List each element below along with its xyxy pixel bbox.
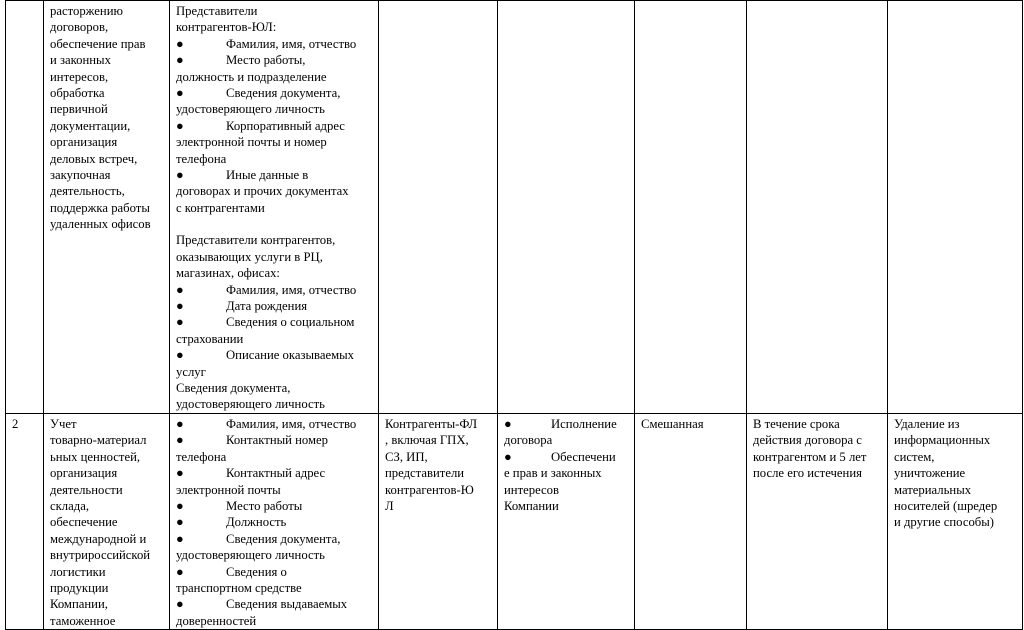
bullet-icon: ● xyxy=(504,417,512,431)
purpose-text-line: логистики xyxy=(50,564,106,579)
row1-method-cell xyxy=(635,1,747,414)
bullet-icon: ● xyxy=(176,53,184,68)
purpose-text-line: ьных ценностей, xyxy=(50,449,141,464)
bullet-icon: ● xyxy=(176,168,184,183)
purpose-text-line: таможенное xyxy=(50,613,116,628)
group-title-line: магазинах, офисах: xyxy=(176,266,280,281)
bullet-icon: ● xyxy=(176,417,184,431)
list-item-text: Контактный адрес xyxy=(226,466,326,481)
purpose-text-line: документации, xyxy=(50,118,131,133)
list-item-continuation: интересов xyxy=(504,482,560,497)
bullet-icon: ● xyxy=(176,466,184,481)
list-item-text: Сведения о социальном xyxy=(226,315,355,330)
list-item-text: Контактный номер xyxy=(226,433,329,448)
bullet-icon: ● xyxy=(504,449,512,464)
list-item xyxy=(504,416,630,432)
retention-text-line: контрагентом и 5 лет xyxy=(753,449,867,464)
purpose-text-line: деловых встреч, xyxy=(50,151,138,166)
list-item-text: Должность xyxy=(226,515,287,530)
list-item-continuation: электронной почты xyxy=(176,482,281,497)
list-item-text: Сведения о xyxy=(226,564,287,579)
row1-purpose-cell xyxy=(44,1,170,414)
row1-data-cell xyxy=(170,1,379,414)
destruction-text-line: информационных xyxy=(894,433,991,448)
trailing-text-line: удостоверяющего личность xyxy=(176,397,325,412)
spacer xyxy=(176,216,374,232)
purpose-text-line: удаленных офисов xyxy=(50,217,151,232)
row1-legal-basis-cell xyxy=(498,1,635,414)
trailing-text-line: Сведения документа, xyxy=(176,380,291,395)
subjects-text-line: , включая ГПХ, xyxy=(385,433,469,448)
purpose-text-line: обеспечение xyxy=(50,515,118,530)
list-item-text: Место работы xyxy=(226,499,303,514)
list-item xyxy=(176,118,374,134)
row2-destruction-cell xyxy=(888,414,1023,630)
purpose-text-line: закупочная xyxy=(50,168,111,183)
purpose-text-line: обработка xyxy=(50,86,105,101)
list-item xyxy=(176,531,374,547)
list-item-continuation: телефона xyxy=(176,151,227,166)
list-item-text: Иные данные в xyxy=(226,168,309,183)
group-title-line: Представители контрагентов, xyxy=(176,233,336,248)
bullet-icon: ● xyxy=(176,433,184,448)
list-item xyxy=(176,514,374,530)
list-item-text: Исполнение xyxy=(551,417,617,431)
list-item xyxy=(504,449,630,465)
purpose-text-line: обеспечение прав xyxy=(50,36,146,51)
group-title-line: оказывающих услуги в РЦ, xyxy=(176,249,323,264)
list-item-continuation: телефона xyxy=(176,449,227,464)
subjects-text-line: СЗ, ИП, xyxy=(385,449,428,464)
subjects-text-line: контрагентов-Ю xyxy=(385,482,474,497)
table-row xyxy=(6,1,1023,414)
bullet-icon: ● xyxy=(176,282,184,297)
row2-legal-basis-cell xyxy=(498,414,635,630)
bullet-icon: ● xyxy=(176,515,184,530)
list-item xyxy=(176,36,374,52)
row2-method-cell xyxy=(635,414,747,630)
processing-method: Смешанная xyxy=(641,417,704,431)
list-item xyxy=(176,298,374,314)
list-item-continuation: услуг xyxy=(176,364,206,379)
list-item-text: Описание оказываемых xyxy=(226,348,355,363)
purpose-text-line: организация xyxy=(50,466,118,481)
purpose-text-line: продукции xyxy=(50,581,109,596)
destruction-text-line: и другие способы) xyxy=(894,515,994,530)
row1-number-cell xyxy=(6,1,44,414)
list-item-continuation: электронной почты и номер xyxy=(176,135,327,150)
list-item-text: Обеспечени xyxy=(551,449,616,464)
bullet-icon: ● xyxy=(176,315,184,330)
list-item xyxy=(176,416,374,432)
row2-data-cell xyxy=(170,414,379,630)
list-item xyxy=(176,498,374,514)
list-item-continuation: удостоверяющего личность xyxy=(176,548,325,563)
table-row xyxy=(6,414,1023,630)
list-item xyxy=(176,564,374,580)
destruction-text-line: Удаление из xyxy=(894,417,960,431)
bullet-icon: ● xyxy=(176,298,184,313)
purpose-text-line: внутрироссийской xyxy=(50,548,151,563)
list-item-continuation: договора xyxy=(504,433,553,448)
purpose-text-line: поддержка работы xyxy=(50,200,150,215)
list-item-text: Фамилия, имя, отчество xyxy=(226,36,357,51)
purpose-text-line: деятельности xyxy=(50,482,123,497)
purpose-text-line: договоров, xyxy=(50,20,109,35)
subjects-text-line: Л xyxy=(385,499,394,514)
list-item-text: Сведения документа, xyxy=(226,531,341,546)
list-item-text: Корпоративный адрес xyxy=(226,118,345,133)
group-title-line: Представители xyxy=(176,4,258,18)
list-item xyxy=(176,432,374,448)
purpose-text-line: Учет xyxy=(50,417,77,431)
row-number: 2 xyxy=(12,417,19,431)
row1-destruction-cell xyxy=(888,1,1023,414)
list-item xyxy=(176,282,374,298)
bullet-icon: ● xyxy=(176,597,184,612)
subjects-text-line: представители xyxy=(385,466,465,481)
destruction-text-line: носителей (шредер xyxy=(894,499,998,514)
purpose-text-line: деятельность, xyxy=(50,184,125,199)
list-item-continuation: договорах и прочих документах xyxy=(176,184,349,199)
subjects-text-line: Контрагенты-ФЛ xyxy=(385,417,478,431)
list-item-text: Фамилия, имя, отчество xyxy=(226,282,357,297)
purpose-text-line: и законных xyxy=(50,53,111,68)
retention-text-line: действия договора с xyxy=(753,433,862,448)
list-item xyxy=(176,167,374,183)
purpose-text-line: первичной xyxy=(50,102,108,117)
list-item-text: Дата рождения xyxy=(226,298,308,313)
purpose-text-line: расторжению xyxy=(50,4,123,18)
list-item-continuation: страховании xyxy=(176,331,244,346)
group-title-line: контрагентов-ЮЛ: xyxy=(176,20,277,35)
purpose-text-line: Компании, xyxy=(50,597,108,612)
list-item xyxy=(176,465,374,481)
list-item xyxy=(176,52,374,68)
list-item-continuation: е прав и законных xyxy=(504,466,602,481)
row2-retention-cell xyxy=(747,414,888,630)
list-item-text: Место работы, xyxy=(226,53,306,68)
list-item xyxy=(176,85,374,101)
bullet-icon: ● xyxy=(176,348,184,363)
retention-text-line: после его истечения xyxy=(753,466,862,481)
list-item xyxy=(176,314,374,330)
list-item-continuation: Компании xyxy=(504,499,559,514)
bullet-icon: ● xyxy=(176,36,184,51)
retention-text-line: В течение срока xyxy=(753,417,840,431)
list-item xyxy=(176,347,374,363)
purpose-text-line: склада, xyxy=(50,499,90,514)
data-processing-table xyxy=(5,0,1023,630)
row2-number-cell xyxy=(6,414,44,630)
row1-subjects-cell xyxy=(379,1,498,414)
list-item-text: Фамилия, имя, отчество xyxy=(226,417,357,431)
purpose-text-line: товарно-материал xyxy=(50,433,147,448)
list-item-continuation: транспортном средстве xyxy=(176,581,302,596)
row2-subjects-cell xyxy=(379,414,498,630)
list-item xyxy=(176,596,374,612)
row1-retention-cell xyxy=(747,1,888,414)
destruction-text-line: систем, xyxy=(894,449,935,464)
bullet-icon: ● xyxy=(176,531,184,546)
row2-purpose-cell xyxy=(44,414,170,630)
bullet-icon: ● xyxy=(176,118,184,133)
list-item-continuation: доверенностей xyxy=(176,613,257,628)
destruction-text-line: материальных xyxy=(894,482,972,497)
purpose-text-line: интересов, xyxy=(50,69,109,84)
destruction-text-line: уничтожение xyxy=(894,466,966,481)
list-item-text: Сведения документа, xyxy=(226,86,341,101)
list-item-text: Сведения выдаваемых xyxy=(226,597,348,612)
list-item-continuation: с контрагентами xyxy=(176,200,265,215)
bullet-icon: ● xyxy=(176,564,184,579)
purpose-text-line: международной и xyxy=(50,531,147,546)
list-item-continuation: удостоверяющего личность xyxy=(176,102,325,117)
purpose-text-line: организация xyxy=(50,135,118,150)
bullet-icon: ● xyxy=(176,499,184,514)
bullet-icon: ● xyxy=(176,86,184,101)
list-item-continuation: должность и подразделение xyxy=(176,69,327,84)
